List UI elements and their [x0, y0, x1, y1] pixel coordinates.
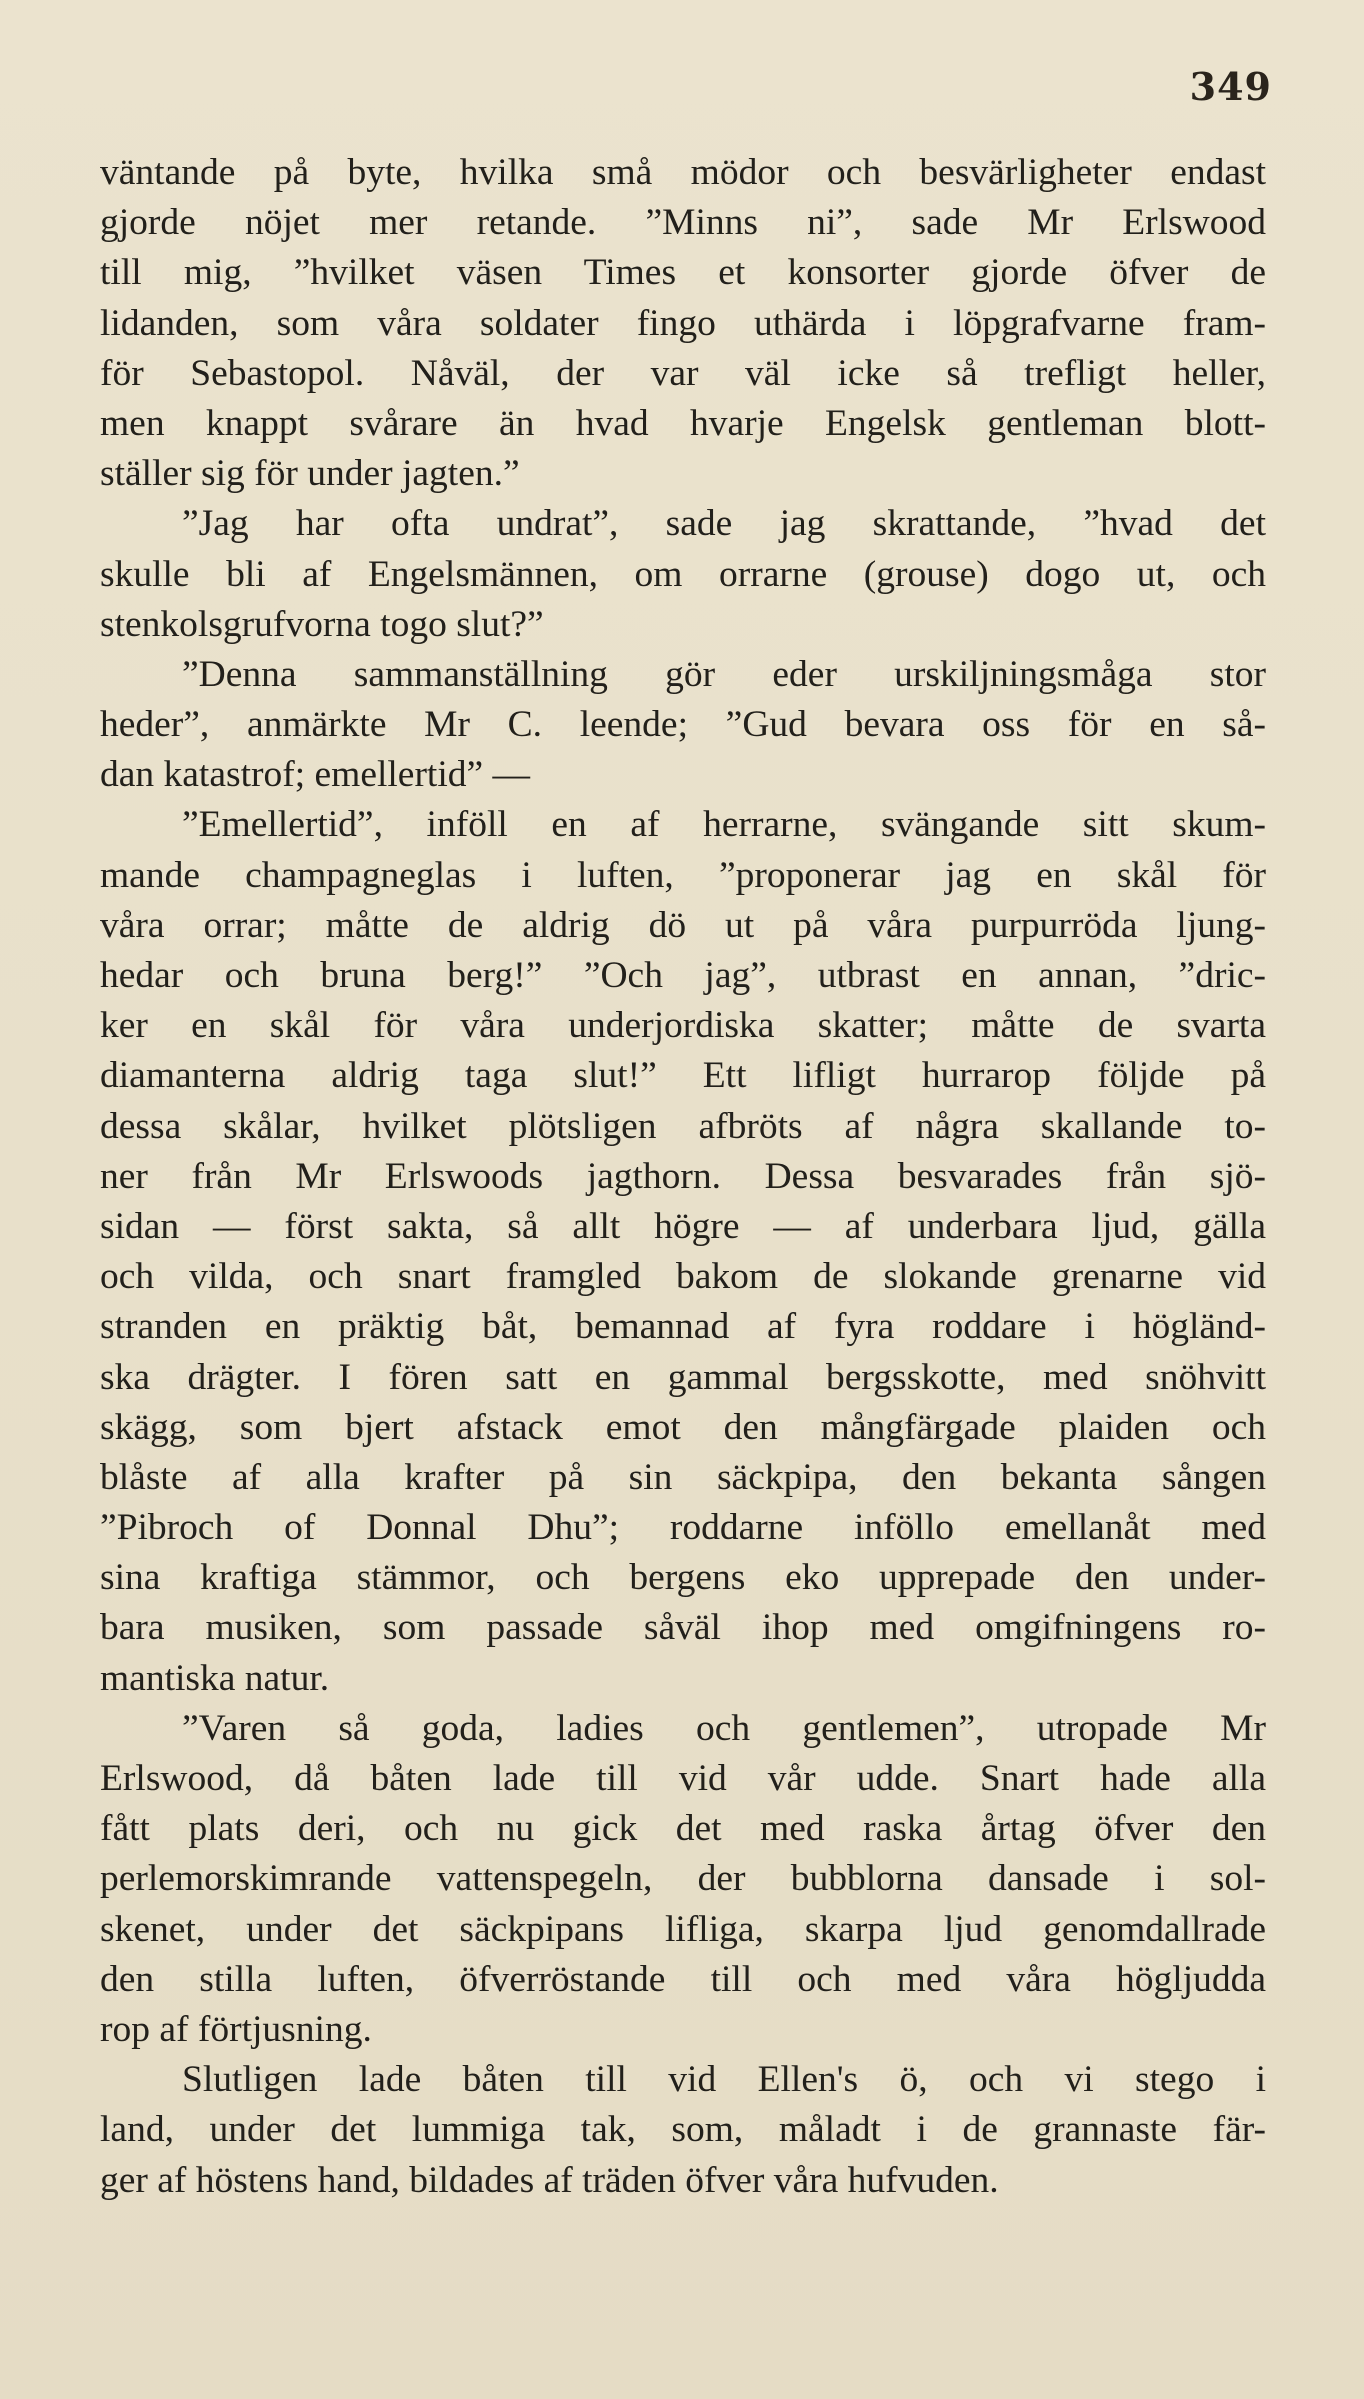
text-line: bara musiken, som passade såväl ihop med omgifningens ro-: [100, 1607, 1266, 1649]
text-line: den stilla luften, öfverröstande till och med våra högljudda: [100, 1958, 1266, 2000]
text-line: ”Emellertid”, inföll en af herrarne, svängande sitt skum-: [182, 804, 1266, 846]
text-line: för Sebastopol. Nåväl, der var väl icke så trefligt heller,: [100, 352, 1266, 394]
text-line: ska drägter. I fören satt en gammal bergsskotte, med snöhvitt: [100, 1356, 1266, 1398]
text-line: och vilda, och snart framgled bakom de slokande grenarne vid: [100, 1256, 1266, 1298]
text-line: Slutligen lade båten till vid Ellen's ö, och vi stego i: [182, 2059, 1266, 2101]
text-line: ger af höstens hand, bildades af träden öfver våra hufvuden.: [100, 2159, 999, 2201]
text-line: dan katastrof; emellertid” —: [100, 754, 531, 796]
text-line: skulle bli af Engelsmännen, om orrarne (grouse) dogo ut, och: [100, 553, 1266, 595]
text-line: gjorde nöjet mer retande. ”Minns ni”, sade Mr Erlswood: [100, 202, 1266, 244]
text-line: ner från Mr Erlswoods jagthorn. Dessa besvarades från sjö-: [100, 1155, 1266, 1197]
text-line: perlemorskimrande vattenspegeln, der bubblorna dansade i sol-: [100, 1858, 1266, 1900]
text-line: väntande på byte, hvilka små mödor och besvärligheter endast: [100, 152, 1266, 193]
text-line: skägg, som bjert afstack emot den mångfärgade plaiden och: [100, 1406, 1266, 1448]
text-line: våra orrar; måtte de aldrig dö ut på våra purpurröda ljung-: [100, 904, 1266, 946]
page-number: 349: [1189, 64, 1272, 109]
text-line: Erlswood, då båten lade till vid vår udde. Snart hade alla: [100, 1758, 1266, 1799]
text-line: ställer sig för under jagten.”: [100, 453, 520, 495]
text-line: mantiska natur.: [100, 1657, 330, 1699]
text-line: mande champagneglas i luften, ”proponerar jag en skål för: [100, 854, 1266, 896]
text-line: land, under det lummiga tak, som, måladt i de grannaste fär-: [100, 2109, 1266, 2151]
text-line: stranden en präktig båt, bemannad af fyra roddare i högländ-: [100, 1306, 1266, 1348]
text-line: sina kraftiga stämmor, och bergens eko upprepade den under-: [100, 1557, 1266, 1599]
text-line: heder”, anmärkte Mr C. leende; ”Gud bevara oss för en så-: [100, 704, 1266, 746]
text-line: skenet, under det säckpipans lifliga, skarpa ljud genomdallrade: [100, 1908, 1266, 1950]
text-line: men knappt svårare än hvad hvarje Engelsk gentleman blott-: [100, 402, 1266, 444]
text-line: till mig, ”hvilket väsen Times et konsorter gjorde öfver de: [100, 252, 1266, 294]
text-line: stenkolsgrufvorna togo slut?”: [100, 603, 544, 645]
text-line: sidan — först sakta, så allt högre — af underbara ljud, gälla: [100, 1205, 1266, 1247]
text-line: blåste af alla krafter på sin säckpipa, den bekanta sången: [100, 1456, 1266, 1498]
text-line: hedar och bruna berg!” ”Och jag”, utbrast en annan, ”dric-: [100, 955, 1266, 996]
text-line: diamanterna aldrig taga slut!” Ett lifligt hurrarop följde på: [100, 1055, 1266, 1097]
text-line: fått plats deri, och nu gick det med raska årtag öfver den: [100, 1808, 1266, 1850]
text-line: ”Varen så goda, ladies och gentlemen”, utropade Mr: [182, 1707, 1266, 1749]
text-line: ”Pibroch of Donnal Dhu”; roddarne inföllo emellanåt med: [100, 1507, 1266, 1549]
text-line: ”Jag har ofta undrat”, sade jag skrattande, ”hvad det: [182, 503, 1266, 545]
text-line: dessa skålar, hvilket plötsligen afbröts af några skallande to-: [100, 1105, 1266, 1147]
body-text: [100, 148, 1266, 2206]
text-line: lidanden, som våra soldater fingo uthärda i löpgrafvarne fram-: [100, 302, 1266, 344]
text-line: ”Denna sammanställning gör eder urskiljningsmåga stor: [182, 653, 1266, 695]
text-line: rop af förtjusning.: [100, 2008, 372, 2050]
text-line: ker en skål för våra underjordiska skatter; måtte de svarta: [100, 1005, 1266, 1047]
